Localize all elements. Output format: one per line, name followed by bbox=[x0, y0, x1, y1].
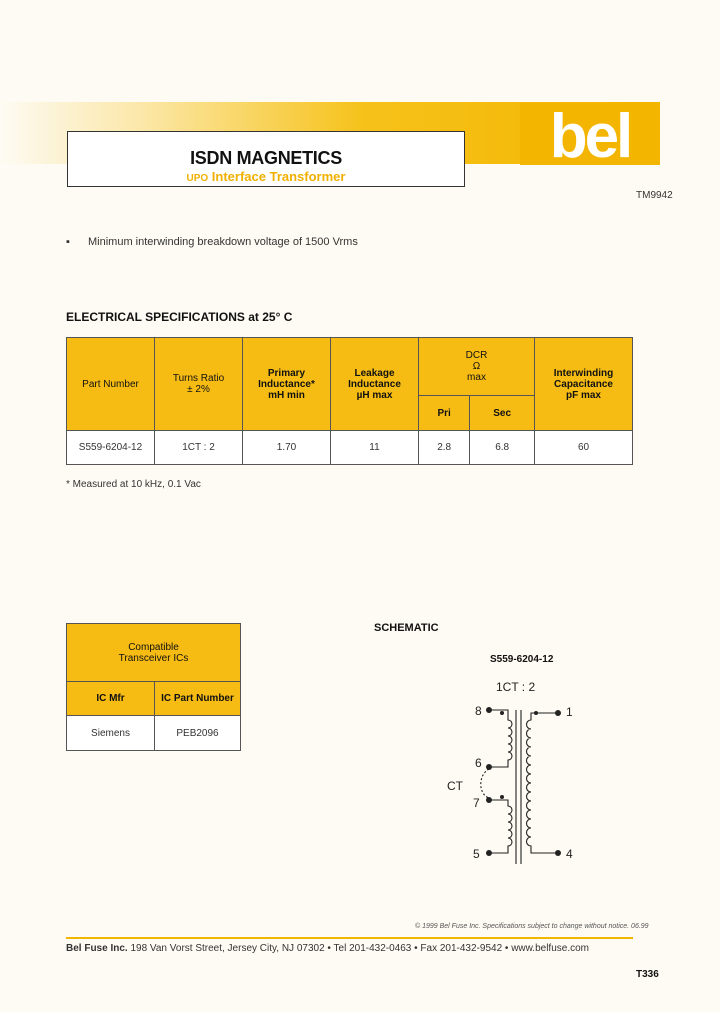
doc-code: TM9942 bbox=[636, 190, 673, 201]
cell-ic-part: PEB2096 bbox=[155, 716, 241, 751]
copyright: © 1999 Bel Fuse Inc. Specifications subject to change without notice. 06.99 bbox=[415, 923, 649, 930]
transformer-schematic bbox=[440, 680, 590, 870]
bullet-marker: ▪ bbox=[66, 236, 70, 248]
header-turns-ratio: Turns Ratio ± 2% bbox=[155, 338, 243, 431]
page-subtitle bbox=[68, 169, 464, 184]
header-dcr-sec: Sec bbox=[470, 396, 535, 431]
cell-ic-mfr: Siemens bbox=[67, 716, 155, 751]
footer-divider bbox=[66, 937, 633, 939]
cell-part-number: S559-6204-12 bbox=[67, 431, 155, 465]
table-row bbox=[67, 431, 633, 465]
schematic-title: SCHEMATIC bbox=[374, 622, 439, 634]
page-number: T336 bbox=[636, 969, 659, 980]
pin-4-label: 4 bbox=[566, 847, 573, 861]
title-box bbox=[67, 131, 465, 187]
pin-7-label: 7 bbox=[473, 796, 480, 810]
feature-text: Minimum interwinding breakdown voltage of 1500 Vrms bbox=[88, 236, 358, 248]
footer-contact: 198 Van Vorst Street, Jersey City, NJ 07302 • Tel 201-432-0463 • Fax 201-432-9542 • www.belfuse.com bbox=[127, 943, 589, 954]
pin-5-label: 5 bbox=[473, 847, 480, 861]
header-ic-part-number: IC Part Number bbox=[155, 682, 241, 716]
pin-6-label: 6 bbox=[475, 756, 482, 770]
header-part-number: Part Number bbox=[67, 338, 155, 431]
cell-primary-inductance: 1.70 bbox=[243, 431, 331, 465]
schematic-part-number: S559-6204-12 bbox=[490, 654, 554, 665]
pin-1-label: 1 bbox=[566, 705, 573, 719]
subtitle-prefix: UPO bbox=[186, 173, 209, 184]
cell-dcr-pri: 2.8 bbox=[419, 431, 470, 465]
header-primary-inductance: Primary Inductance* mH min bbox=[243, 338, 331, 431]
logo-text: bel bbox=[549, 103, 631, 165]
ct-label: CT bbox=[447, 779, 463, 793]
footer-company: Bel Fuse Inc. bbox=[66, 943, 128, 954]
header-capacitance: Interwinding Capacitance pF max bbox=[535, 338, 633, 431]
cell-dcr-sec: 6.8 bbox=[470, 431, 535, 465]
cell-turns-ratio: 1CT : 2 bbox=[155, 431, 243, 465]
subtitle-main: Interface Transformer bbox=[208, 169, 346, 184]
footer-address bbox=[66, 943, 589, 954]
electrical-specs-table bbox=[66, 337, 633, 465]
measurement-note: * Measured at 10 kHz, 0.1 Vac bbox=[66, 479, 201, 490]
cell-capacitance: 60 bbox=[535, 431, 633, 465]
schematic-ratio: 1CT : 2 bbox=[496, 680, 536, 694]
cell-leakage-inductance: 11 bbox=[331, 431, 419, 465]
electrical-specs-title: ELECTRICAL SPECIFICATIONS at 25° C bbox=[66, 310, 293, 324]
compatible-ics-table bbox=[66, 623, 241, 751]
header-ic-mfr: IC Mfr bbox=[67, 682, 155, 716]
compatible-title: Compatible Transceiver ICs bbox=[67, 624, 241, 682]
header-dcr: DCR Ω max bbox=[419, 338, 535, 396]
table-row bbox=[67, 716, 241, 751]
pin-8-label: 8 bbox=[475, 704, 482, 718]
header-leakage-inductance: Leakage Inductance µH max bbox=[331, 338, 419, 431]
bel-logo bbox=[520, 103, 660, 165]
page-title: ISDN MAGNETICS bbox=[190, 148, 342, 168]
header-dcr-pri: Pri bbox=[419, 396, 470, 431]
